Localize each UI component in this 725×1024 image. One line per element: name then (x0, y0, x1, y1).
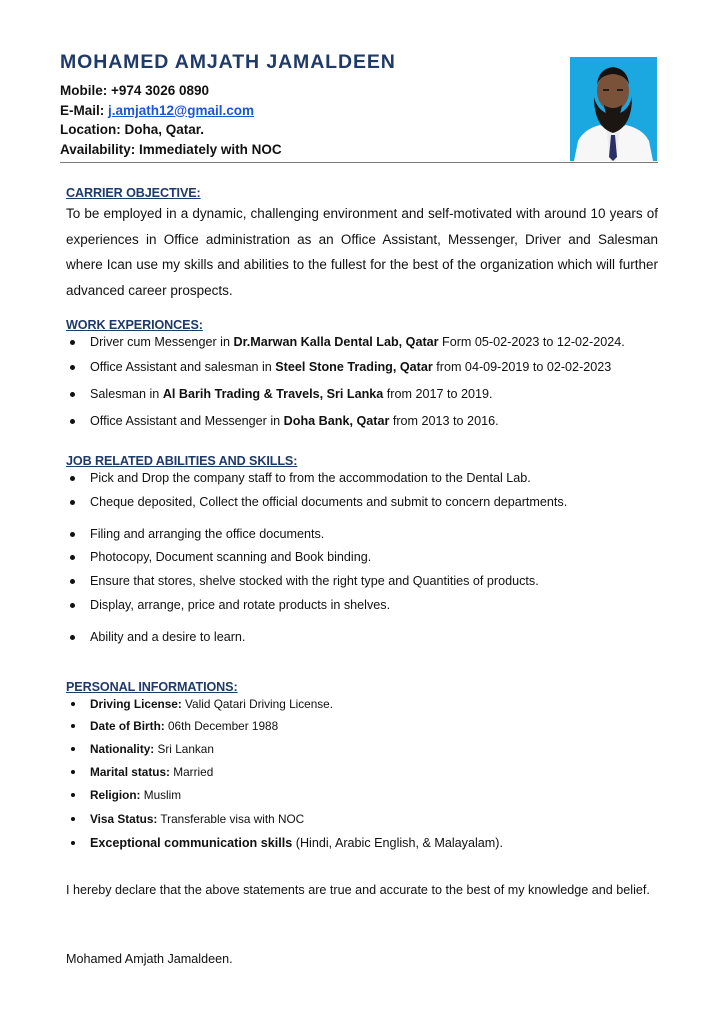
mobile-line (60, 81, 282, 101)
work-role: Office Assistant and Messenger in (90, 414, 284, 428)
bullet-icon (70, 532, 75, 537)
contact-block (60, 81, 282, 160)
work-dates: Form 05-02-2023 to 12-02-2024. (438, 335, 625, 349)
bullet-icon (71, 817, 75, 821)
skill-text: Pick and Drop the company staff to from the accommodation to the Dental Lab. (90, 471, 531, 485)
work-employer: Dr.Marwan Kalla Dental Lab, Qatar (233, 335, 439, 349)
location-label: Location: (60, 122, 121, 138)
skill-text: Photocopy, Document scanning and Book binding. (90, 550, 372, 564)
info-value: Valid Qatari Driving License. (181, 697, 334, 711)
bullet-icon (70, 340, 75, 345)
declaration-text: I hereby declare that the above statements are true and accurate to the best of my knowledge and belief. (66, 883, 650, 897)
candidate-name: MOHAMED AMJATH JAMALDEEN (60, 51, 396, 73)
availability-label: Availability: (60, 142, 136, 158)
profile-photo (570, 57, 657, 161)
bullet-icon (70, 500, 75, 505)
location-value: Doha, Qatar. (124, 122, 205, 138)
profile-photo-image (570, 57, 657, 161)
info-label: Driving License: (90, 697, 182, 711)
skill-text: Cheque deposited, Collect the official documents and submit to concern departments. (90, 495, 568, 509)
info-value: 06th December 1988 (164, 719, 279, 733)
work-role: Salesman in (90, 387, 163, 401)
info-label: Nationality: (90, 742, 155, 756)
info-label: Date of Birth: (90, 719, 165, 733)
work-dates: from 04-09-2019 to 02-02-2023 (432, 360, 612, 374)
info-label: Marital status: (90, 765, 170, 779)
bullet-icon (70, 603, 75, 608)
bullet-icon (70, 365, 75, 370)
signature-name: Mohamed Amjath Jamaldeen. (66, 952, 233, 966)
objective-title: CARRIER OBJECTIVE: (66, 186, 201, 200)
work-employer: Al Barih Trading & Travels, Sri Lanka (162, 387, 384, 401)
location-line (60, 120, 282, 140)
work-dates: from 2017 to 2019. (383, 387, 493, 401)
bullet-icon (70, 579, 75, 584)
skills-title: JOB RELATED ABILITIES AND SKILLS: (66, 454, 298, 468)
info-value: Muslim (140, 788, 182, 802)
skill-text: Ability and a desire to learn. (90, 630, 246, 644)
work-employer: Steel Stone Trading, Qatar (275, 360, 433, 374)
work-employer: Doha Bank, Qatar (283, 414, 390, 428)
info-label: Visa Status: (90, 812, 158, 826)
email-line (60, 101, 282, 121)
skill-text: Ensure that stores, shelve stocked with the right type and Quantities of products. (90, 574, 539, 588)
work-title: WORK EXPERIONCES: (66, 318, 203, 332)
mobile-value: +974 3026 0890 (111, 83, 209, 98)
bullet-icon (71, 724, 75, 728)
bullet-icon (71, 702, 75, 706)
header-divider (60, 162, 658, 163)
availability-line (60, 140, 282, 160)
bullet-icon (71, 841, 75, 845)
availability-value: Immediately with NOC (139, 142, 282, 158)
work-role: Office Assistant and salesman in (90, 360, 276, 374)
info-value: Transferable visa with NOC (157, 812, 305, 826)
objective-text: To be employed in a dynamic, challenging environment and self-motivated with around 10 years of experiences in Office administration as an Office Assistant, Messenger, Driver and Salesman where Ican use my skills and abilities to the fullest for the best of the organization which will further advanced career prospects. (66, 206, 658, 298)
info-value: Sri Lankan (154, 742, 214, 756)
bullet-icon (70, 555, 75, 560)
personal-title: PERSONAL INFORMATIONS: (66, 680, 238, 694)
bullet-icon (70, 476, 75, 481)
bullet-icon (70, 419, 75, 424)
bullet-icon (71, 793, 75, 797)
bullet-icon (71, 770, 75, 774)
email-label: E-Mail: (60, 102, 105, 118)
bullet-icon (70, 635, 75, 640)
info-label: Religion: (90, 788, 141, 802)
bullet-icon (71, 747, 75, 751)
skill-text: Filing and arranging the office documents. (90, 527, 325, 541)
info-value: Married (169, 765, 214, 779)
work-role: Driver cum Messenger in (90, 335, 234, 349)
info-value: (Hindi, Arabic English, & Malayalam). (292, 836, 503, 850)
bullet-icon (70, 392, 75, 397)
skill-text: Display, arrange, price and rotate products in shelves. (90, 598, 391, 612)
mobile-label: Mobile: (60, 83, 108, 98)
work-dates: from 2013 to 2016. (389, 414, 499, 428)
info-label: Exceptional communication skills (90, 836, 293, 850)
email-link[interactable]: j.amjath12@gmail.com (108, 102, 254, 118)
